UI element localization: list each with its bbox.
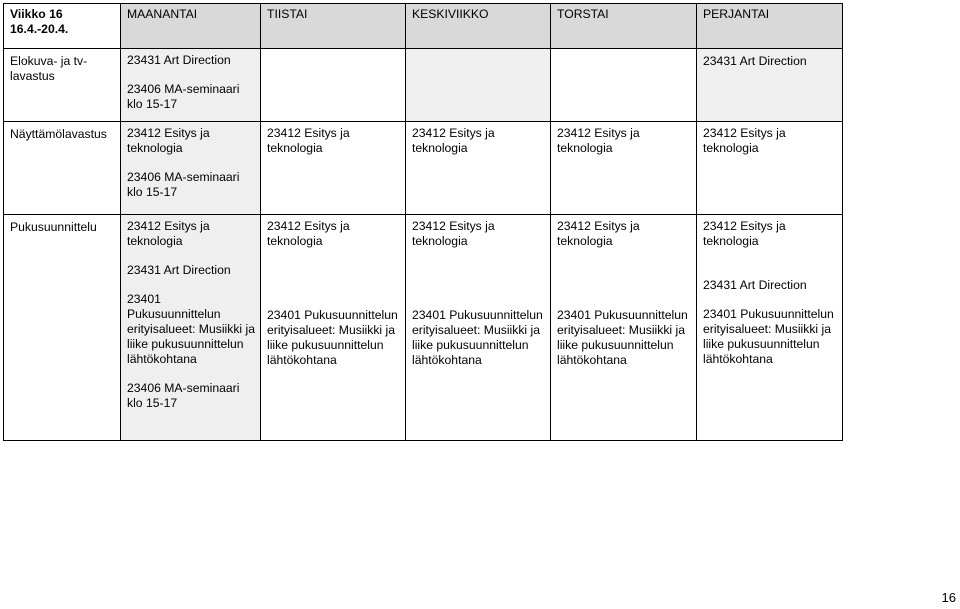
- weekly-schedule-table: [3, 3, 843, 441]
- cell-thursday: [551, 215, 697, 441]
- row-label: Pukusuunnittelu: [10, 220, 97, 234]
- course-entry: 23412 Esitys ja teknologia: [557, 126, 640, 155]
- cell-tuesday: [261, 215, 406, 441]
- course-entry: 23401 Pukusuunnittelun erityisalueet: Musiikki ja liike pukusuunnittelun lähtökohtana: [412, 308, 543, 367]
- course-entry: 23431 Art Direction: [127, 263, 231, 277]
- course-entry: 23412 Esitys ja teknologia: [703, 126, 786, 155]
- day-header-thursday: TORSTAI: [551, 4, 697, 49]
- row-label-cell: [4, 49, 121, 122]
- cell-friday: [697, 122, 843, 215]
- cell-tuesday: [261, 122, 406, 215]
- row-label: Elokuva- ja tv-lavastus: [10, 54, 88, 83]
- course-entry: 23412 Esitys ja teknologia: [412, 126, 495, 155]
- course-entry: 23412 Esitys ja teknologia: [127, 126, 210, 155]
- course-entry: 23412 Esitys ja teknologia: [127, 219, 210, 248]
- day-header-friday: PERJANTAI: [697, 4, 843, 49]
- day-header-monday: MAANANTAI: [121, 4, 261, 49]
- page-number: 16: [941, 590, 956, 605]
- cell-wednesday: [406, 49, 551, 122]
- course-entry: 23412 Esitys ja teknologia: [703, 219, 786, 248]
- cell-monday: [121, 49, 261, 122]
- table-row: [4, 122, 843, 215]
- cell-monday: [121, 215, 261, 441]
- table-row: [4, 215, 843, 441]
- week-cell: [4, 4, 121, 49]
- course-entry: 23406 MA-seminaari klo 15-17: [127, 170, 240, 199]
- cell-wednesday: [406, 215, 551, 441]
- cell-monday: [121, 122, 261, 215]
- course-entry: 23406 MA-seminaari klo 15-17: [127, 381, 240, 410]
- row-label: Näyttämölavastus: [10, 127, 107, 141]
- cell-tuesday: [261, 49, 406, 122]
- course-entry: 23401 Pukusuunnittelun erityisalueet: Musiikki ja liike pukusuunnittelun lähtökohtana: [267, 308, 398, 367]
- course-entry: 23401 Pukusuunnittelun erityisalueet: Musiikki ja liike pukusuunnittelun lähtökohtana: [127, 292, 256, 366]
- cell-friday: [697, 49, 843, 122]
- course-entry: 23431 Art Direction: [703, 278, 807, 292]
- course-entry: 23401 Pukusuunnittelun erityisalueet: Musiikki ja liike pukusuunnittelun lähtökohtana: [557, 308, 688, 367]
- row-label-cell: [4, 215, 121, 441]
- course-entry: 23406 MA-seminaari klo 15-17: [127, 82, 240, 111]
- course-entry: 23412 Esitys ja teknologia: [267, 126, 350, 155]
- week-dates: 16.4.-20.4.: [10, 22, 69, 36]
- course-entry: 23401 Pukusuunnittelun erityisalueet: Musiikki ja liike pukusuunnittelun lähtökohtana: [703, 307, 834, 366]
- cell-thursday: [551, 122, 697, 215]
- cell-friday: [697, 215, 843, 441]
- day-header-tuesday: TIISTAI: [261, 4, 406, 49]
- course-entry: 23431 Art Direction: [703, 54, 807, 68]
- header-row: [4, 4, 843, 49]
- course-entry: 23412 Esitys ja teknologia: [557, 219, 640, 248]
- cell-thursday: [551, 49, 697, 122]
- course-entry: 23431 Art Direction: [127, 53, 231, 67]
- table-row: [4, 49, 843, 122]
- row-label-cell: [4, 122, 121, 215]
- week-title: Viikko 16: [10, 7, 63, 21]
- course-entry: 23412 Esitys ja teknologia: [412, 219, 495, 248]
- course-entry: 23412 Esitys ja teknologia: [267, 219, 350, 248]
- day-header-wednesday: KESKIVIIKKO: [406, 4, 551, 49]
- cell-wednesday: [406, 122, 551, 215]
